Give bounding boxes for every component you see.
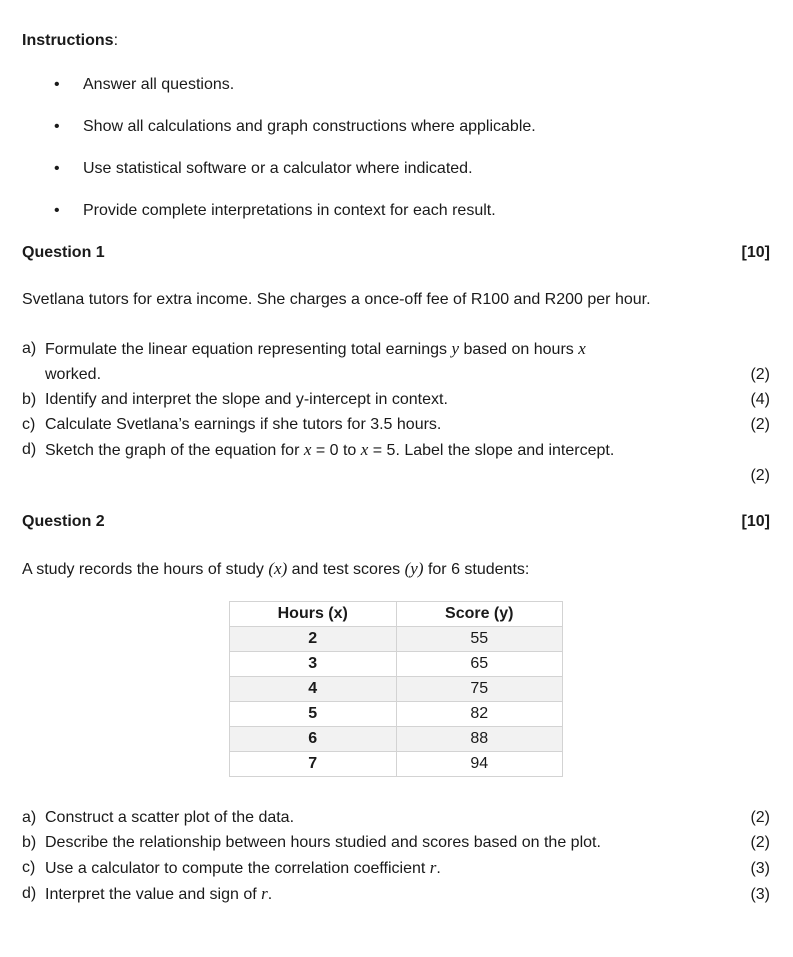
part-text: Identify and interpret the slope and y-intercept in context. xyxy=(45,391,448,408)
part-text-segment: Formulate the linear equation representing total earnings xyxy=(45,341,452,358)
bullet-icon: • xyxy=(54,202,60,219)
intro-segment: and test scores xyxy=(287,561,405,578)
instructions-list xyxy=(22,72,770,223)
math-variable-r: r xyxy=(261,884,268,903)
instructions-heading-colon: : xyxy=(113,32,119,49)
table-cell: 75 xyxy=(396,677,563,702)
table-cell: 55 xyxy=(396,627,563,652)
part-label: a) xyxy=(22,340,37,357)
part-text-segment: Interpret the value and sign of xyxy=(45,886,262,903)
bullet-icon: • xyxy=(54,76,60,93)
instruction-item xyxy=(22,114,770,139)
table-body xyxy=(230,627,563,777)
table-header-cell: Hours (x) xyxy=(230,602,397,627)
table-cell: 2 xyxy=(230,627,397,652)
part-text-segment: based on hours xyxy=(459,341,579,358)
part-text: Calculate Svetlana’s earnings if she tutors for 3.5 hours. xyxy=(45,416,442,433)
math-variable-x: x xyxy=(303,440,312,459)
part-label: d) xyxy=(22,885,37,902)
question1-part-b xyxy=(22,387,770,412)
table-cell: 7 xyxy=(230,752,397,777)
question2-part-b xyxy=(22,830,770,855)
part-marks: (2) xyxy=(750,809,770,826)
table-cell: 65 xyxy=(396,652,563,677)
part-text xyxy=(45,336,750,387)
part-text-segment: . xyxy=(267,886,273,903)
instructions-heading xyxy=(22,28,770,53)
part-text-segment: Use a calculator to compute the correlation coefficient xyxy=(45,860,430,877)
question2-part-c xyxy=(22,855,770,881)
question2-parts xyxy=(22,805,770,907)
bullet-icon: • xyxy=(54,118,60,135)
math-variable-r: r xyxy=(429,858,437,877)
table-row xyxy=(230,652,563,677)
question2-heading xyxy=(22,509,770,534)
part-text-segment: = 5. Label the slope and intercept. xyxy=(368,442,615,459)
part-label: b) xyxy=(22,391,37,408)
table-row xyxy=(230,727,563,752)
math-variable-x: x xyxy=(578,339,586,358)
question1-part-a xyxy=(22,336,770,387)
part-text: Describe the relationship between hours studied and scores based on the plot. xyxy=(45,834,601,851)
part-marks: (2) xyxy=(750,834,770,851)
math-variable-y: (y) xyxy=(404,559,424,578)
table-cell: 82 xyxy=(396,702,563,727)
instruction-text: Show all calculations and graph constructions where applicable. xyxy=(83,118,536,135)
part-label: a) xyxy=(22,809,37,826)
question1-part-d-marks: (2) xyxy=(750,467,770,484)
table-header-cell: Score (y) xyxy=(396,602,563,627)
question2-part-d xyxy=(22,881,770,907)
math-variable-y: y xyxy=(451,339,460,358)
instruction-text: Answer all questions. xyxy=(83,76,235,93)
part-text xyxy=(45,437,770,463)
table-cell: 5 xyxy=(230,702,397,727)
question1-intro: Svetlana tutors for extra income. She charges a once-off fee of R100 and R200 per hour. xyxy=(22,291,651,308)
table-cell: 88 xyxy=(396,727,563,752)
table-cell: 94 xyxy=(396,752,563,777)
table-row xyxy=(230,752,563,777)
question1-part-c xyxy=(22,412,770,437)
table-cell: 3 xyxy=(230,652,397,677)
part-label: d) xyxy=(22,441,37,458)
instruction-item xyxy=(22,72,770,97)
intro-segment: A study records the hours of study xyxy=(22,561,269,578)
instruction-text: Provide complete interpretations in context for each result. xyxy=(83,202,496,219)
math-variable-x: x xyxy=(360,440,369,459)
part-text-line2: worked. xyxy=(45,366,102,383)
part-label: b) xyxy=(22,834,37,851)
table-header-row xyxy=(230,602,563,627)
part-marks: (3) xyxy=(750,860,770,877)
math-variable-x: (x) xyxy=(268,559,288,578)
study-data-table xyxy=(229,601,563,777)
part-marks: (4) xyxy=(750,391,770,408)
table-row xyxy=(230,627,563,652)
part-text-segment: = 0 to xyxy=(311,442,361,459)
part-marks: (2) xyxy=(750,416,770,433)
part-text: Construct a scatter plot of the data. xyxy=(45,809,295,826)
part-text-segment: Sketch the graph of the equation for xyxy=(45,442,304,459)
question1-heading xyxy=(22,240,770,265)
question2-part-a xyxy=(22,805,770,830)
part-marks: (3) xyxy=(750,886,770,903)
instruction-text: Use statistical software or a calculator where indicated. xyxy=(83,160,473,177)
question2-total-marks: [10] xyxy=(741,513,770,530)
part-label: c) xyxy=(22,859,36,876)
table-cell: 6 xyxy=(230,727,397,752)
instruction-item xyxy=(22,156,770,181)
table-cell: 4 xyxy=(230,677,397,702)
instruction-item xyxy=(22,198,770,223)
instructions-heading-text: Instructions xyxy=(22,32,114,49)
question1-parts xyxy=(22,336,770,488)
question2-title: Question 2 xyxy=(22,513,105,530)
part-label: c) xyxy=(22,416,36,433)
question1-part-d xyxy=(22,437,770,463)
part-text-segment: . xyxy=(436,860,441,877)
intro-segment: for 6 students: xyxy=(423,561,530,578)
part-text xyxy=(45,881,750,907)
table-row xyxy=(230,702,563,727)
table-row xyxy=(230,677,563,702)
question1-title: Question 1 xyxy=(22,244,105,261)
part-text xyxy=(45,855,750,881)
question1-total-marks: [10] xyxy=(741,244,770,261)
question2-intro xyxy=(22,556,770,582)
part-marks: (2) xyxy=(750,366,770,383)
table-head xyxy=(230,602,563,627)
bullet-icon: • xyxy=(54,160,60,177)
